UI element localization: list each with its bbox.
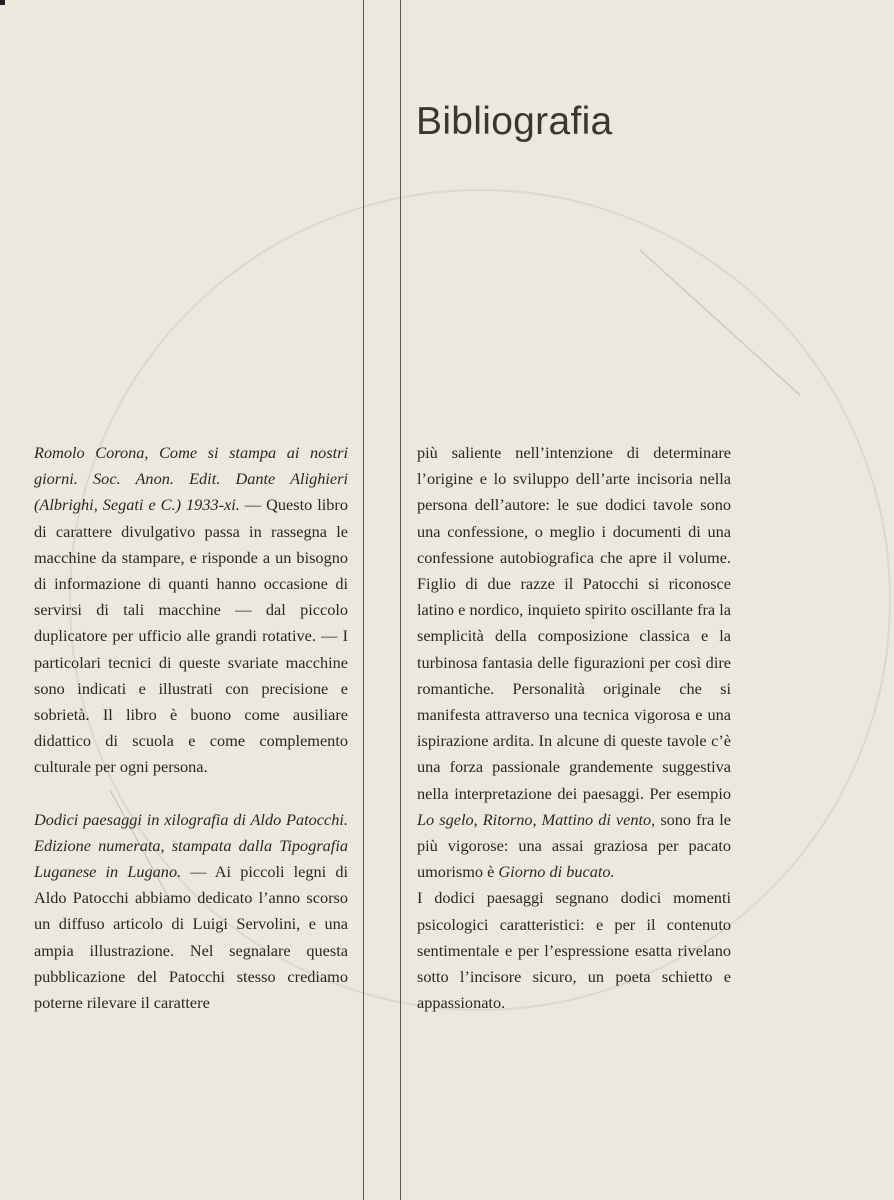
column-rule-left — [363, 0, 364, 1200]
artwork-titles: Lo sgelo, Ritorno, Mattino di vento, — [417, 809, 656, 829]
continued-paragraph — [417, 440, 731, 885]
closing-paragraph: I dodici paesaggi segnano dodici momenti psicologici caratteristici: e per il contenuto sentimentale e per l’espressione esatta rivelano sotto l’incisore sicuro, un poeta schietto e appassionato. — [417, 888, 731, 1013]
bibliography-entry — [34, 807, 348, 1017]
left-column — [34, 440, 348, 1016]
paragraph-text: più saliente nell’intenzione di determinare l’origine e lo sviluppo dell’arte incisoria nella persona dell’autore: le sue dodici tavole sono una confessione, o meglio i documenti di una confessione autobiografica che apre il volume. Figlio di due razze il Patocchi si riconosce latino e nordico, inquieto spirito oscillante fra la semplicità della composizione classica e la turbinosa fantasia delle figurazioni per così dire romantiche. Personalità originale che si manifesta attraverso una tecnica vigorosa e una ispirazione ardita. In alcune di queste tavole c’è una forza passionale grandemente suggestiva nella interpretazione dei paesaggi. Per esempio — [417, 443, 731, 803]
column-rule-right — [400, 0, 401, 1200]
bibliography-entry — [34, 440, 348, 781]
page-title: Bibliografia — [416, 100, 613, 143]
paragraph-text: sono fra le più vigorose: una assai graziosa per pacato umorismo è — [417, 809, 731, 882]
artwork-title: Giorno di bucato. — [498, 862, 615, 882]
entry-citation: Dodici paesaggi in xilografia di Aldo Patocchi. Edizione numerata, stampata dalla Tipografia Luganese in Lugano. — [34, 809, 348, 882]
entry-text: — Ai piccoli legni di Aldo Patocchi abbiamo dedicato l’anno scorso un diffuso articolo di Luigi Servolini, e una ampia illustrazione. Nel segnalare questa pubblicazione del Patocchi stesso crediamo poterne rilevare il carattere — [34, 862, 348, 1013]
entry-citation: Romolo Corona, Come si stampa ai nostri giorni. Soc. Anon. Edit. Dante Alighieri (Albrighi, Segati e C.) 1933-xi. — [34, 443, 348, 515]
right-column — [417, 440, 731, 1016]
entry-text: — Questo libro di carattere divulgativo passa in rassegna le macchine da stampare, e risponde a un bisogno di informazione di quanti hanno occasione di servirsi di tali macchine — dal piccolo duplicatore per ufficio alle grandi rotative. — I particolari tecnici di queste svariate macchine sono indicati e illustrati con precisione e sobrietà. Il libro è buono come ausiliare didattico di scuola e come complemento culturale per ogni persona. — [34, 495, 348, 777]
